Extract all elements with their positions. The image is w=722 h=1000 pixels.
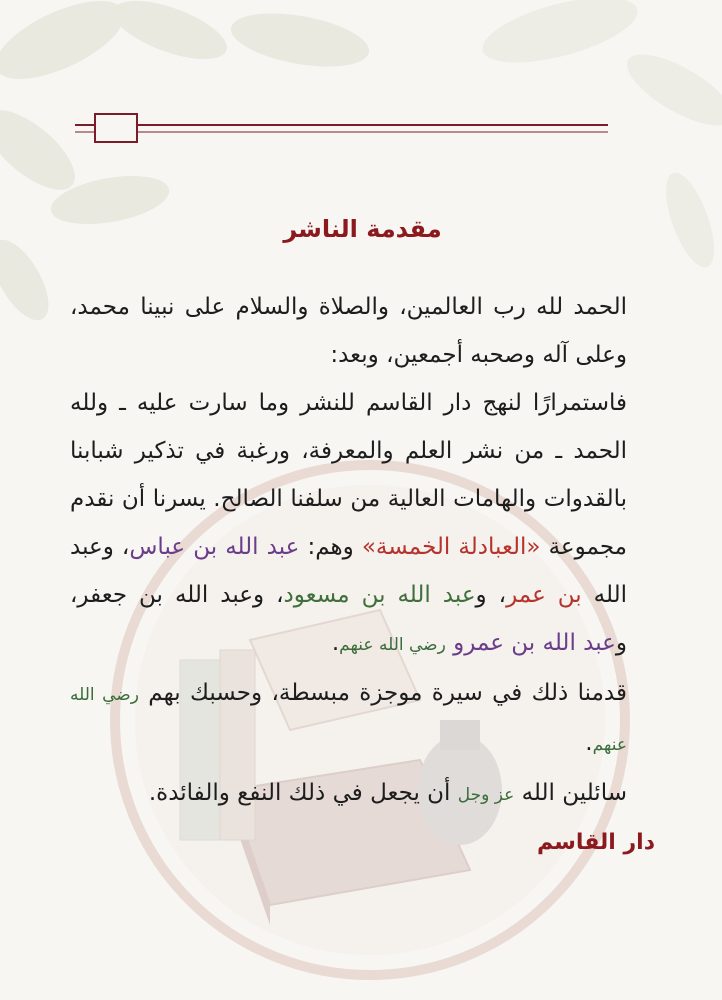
name-ibn-masud: عبد الله بن مسعود (283, 582, 476, 608)
closing-text-b: أن يجعل في ذلك النفع والفائدة. (148, 780, 458, 806)
publisher-signature: دار القاسم (537, 830, 655, 855)
paragraph-summary (70, 669, 655, 769)
paragraph-closing (70, 769, 655, 819)
summary-text: قدمنا ذلك في سيرة موجزة مبسطة، وحسبك بهم (138, 680, 627, 706)
page-title: مقدمة الناشر (283, 215, 442, 243)
main-text-b: وهم: (299, 534, 362, 560)
closing-text-a: سائلين الله (514, 780, 627, 806)
publisher-preface (70, 205, 655, 863)
honorific-radi-2: رضي الله عنهم (70, 685, 627, 755)
honorific-radi-1: رضي الله عنهم (339, 635, 446, 655)
opening-text: الحمد لله رب العالمين، والصلاة والسلام على نبينا محمد، وعلى آله وصحبه أجمعين، وبعد: (70, 294, 627, 368)
honorific-jalla: عز وجل (457, 785, 515, 805)
main-text-end: . (331, 630, 340, 656)
summary-end: . (585, 730, 593, 756)
paragraph-main (70, 379, 655, 669)
series-title: «العبادلة الخمسة» (361, 534, 541, 560)
name-ibn-amr: عبد الله بن عمرو (453, 630, 616, 656)
header-rule (0, 110, 722, 150)
name-ibn-abbas: عبد الله بن عباس (129, 534, 300, 560)
name-ibn-umar: بن عمر (506, 582, 582, 608)
paragraph-opening (70, 283, 655, 379)
separator-2: ، و (475, 582, 507, 608)
separator-1: ، وعبد الله (70, 534, 628, 608)
header-box (95, 114, 137, 142)
main-text-a: فاستمرارًا لنهج دار القاسم للنشر وما سارت عليه ـ ولله الحمد ـ من نشر العلم والمعرفة، ورغبة في تذكير شبابنا بالقدوات والهامات العالية من سلفنا الصالح. يسرنا أن نقدم مجموعة (70, 390, 628, 560)
separator-3: ، وعبد الله بن جعفر، و (70, 582, 627, 656)
